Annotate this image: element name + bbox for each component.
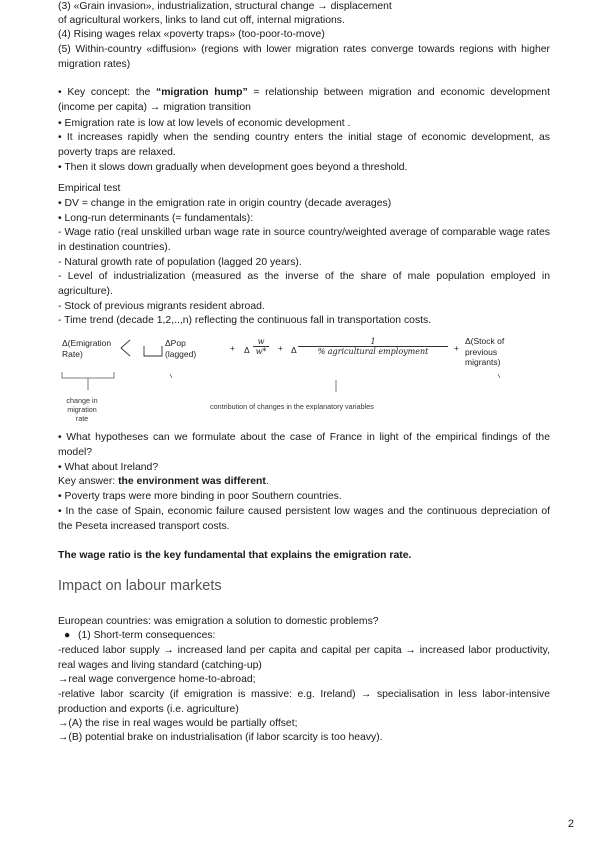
plus-sign: +	[230, 343, 235, 353]
industrialization-fraction: 1 % agricultural employment	[298, 337, 448, 356]
equation-pop: ΔPop (lagged)	[165, 338, 197, 359]
key-statement: The wage ratio is the key fundamental that explains the emigration rate.	[58, 550, 412, 561]
bullet-icon: ●	[64, 630, 71, 641]
page-number: 2	[567, 818, 574, 830]
text-line: →(A) the rise in real wages would be partially offset;	[58, 718, 298, 729]
text-paragraph: • It increases rapidly when the sending country enters the initial stage of economic development, as poverty traps are relaxed.	[58, 132, 550, 158]
text-line: - Stock of previous migrants resident abroad.	[58, 301, 265, 312]
text-line: • What about Ireland?	[58, 462, 159, 473]
equals-bracket-icon	[118, 334, 168, 364]
text-line: - Time trend (decade 1,2,..,n) reflecting the continuous fall in transportation costs.	[58, 315, 432, 326]
annotation-brackets	[60, 368, 520, 398]
text-line: of agricultural workers, links to land cut off, internal migrations.	[58, 15, 345, 26]
text-line: European countries: was emigration a solution to domestic problems?	[58, 616, 379, 627]
text-paragraph: • In the case of Spain, economic failure caused persistent low wages and the continuous depreciation of the Peseta increased transport costs.	[58, 506, 550, 532]
change-annotation: change in migration rate	[66, 396, 98, 423]
text-line: (3) «Grain invasion», industrialization, structural change → displacement	[58, 1, 392, 12]
migration-hump-term: “migration hump”	[156, 87, 248, 98]
equation-stock: Δ(Stock of previous migrants)	[465, 336, 505, 367]
text-line: • Long-run determinants (= fundamentals):	[58, 213, 254, 224]
text-paragraph: - Wage ratio (real unskilled urban wage rate in source country/weighted average of comparable wage rates in destination countries).	[58, 227, 550, 253]
plus-sign: +	[454, 343, 459, 353]
text-line: • DV = change in the emigration rate in origin country (decade averages)	[58, 198, 392, 209]
text-line: • Then it slows down gradually when development goes beyond a threshold.	[58, 162, 408, 173]
delta-symbol: Δ	[244, 345, 250, 355]
text-paragraph: • What hypotheses can we formulate about the case of France in light of the empirical findings of the model?	[58, 432, 550, 458]
key-concept-paragraph: • Key concept: the “migration hump” = relationship between migration and economic development (income per capita) → migration transition	[58, 87, 550, 113]
text-line: →real wage convergence home-to-abroad;	[58, 674, 256, 685]
section-label: Empirical test	[58, 183, 121, 194]
key-answer-line: Key answer: the environment was different.	[58, 476, 269, 487]
bullet-item: ● (1) Short-term consequences:	[64, 630, 216, 641]
text-paragraph: - Level of industrialization (measured as the inverse of the share of male population employed in agriculture).	[58, 271, 550, 297]
text-paragraph: -reduced labor supply → increased land per capita and capital per capita → increased labor productivity, real wages and living standard (catching-up)	[58, 645, 550, 671]
text-line: →(B) potential brake on industrialisation (if labor scarcity is too heavy).	[58, 732, 383, 743]
text-line: • Emigration rate is low at low levels of economic development .	[58, 118, 351, 129]
text-line: - Natural growth rate of population (lagged 20 years).	[58, 257, 302, 268]
text-paragraph: -relative labor scarcity (if emigration is massive: e.g. Ireland) → specialisation in less labor-intensive production and exports (i.e. agriculture)	[58, 689, 550, 715]
equation-lhs: Δ(Emigration Rate)	[62, 338, 112, 359]
delta-symbol: Δ	[291, 345, 297, 355]
contribution-annotation: contribution of changes in the explanatory variables	[210, 402, 374, 411]
plus-sign: +	[278, 343, 283, 353]
text-line: • Poverty traps were more binding in poor Southern countries.	[58, 491, 342, 502]
section-heading: Impact on labour markets	[58, 578, 222, 594]
wage-ratio-fraction: w w*	[253, 337, 269, 356]
text-paragraph: (5) Within-country «diffusion» (regions with lower migration rates converge towards regions with higher migration rates)	[58, 44, 550, 70]
text-line: (4) Rising wages relax «poverty traps» (too-poor-to-move)	[58, 29, 325, 40]
